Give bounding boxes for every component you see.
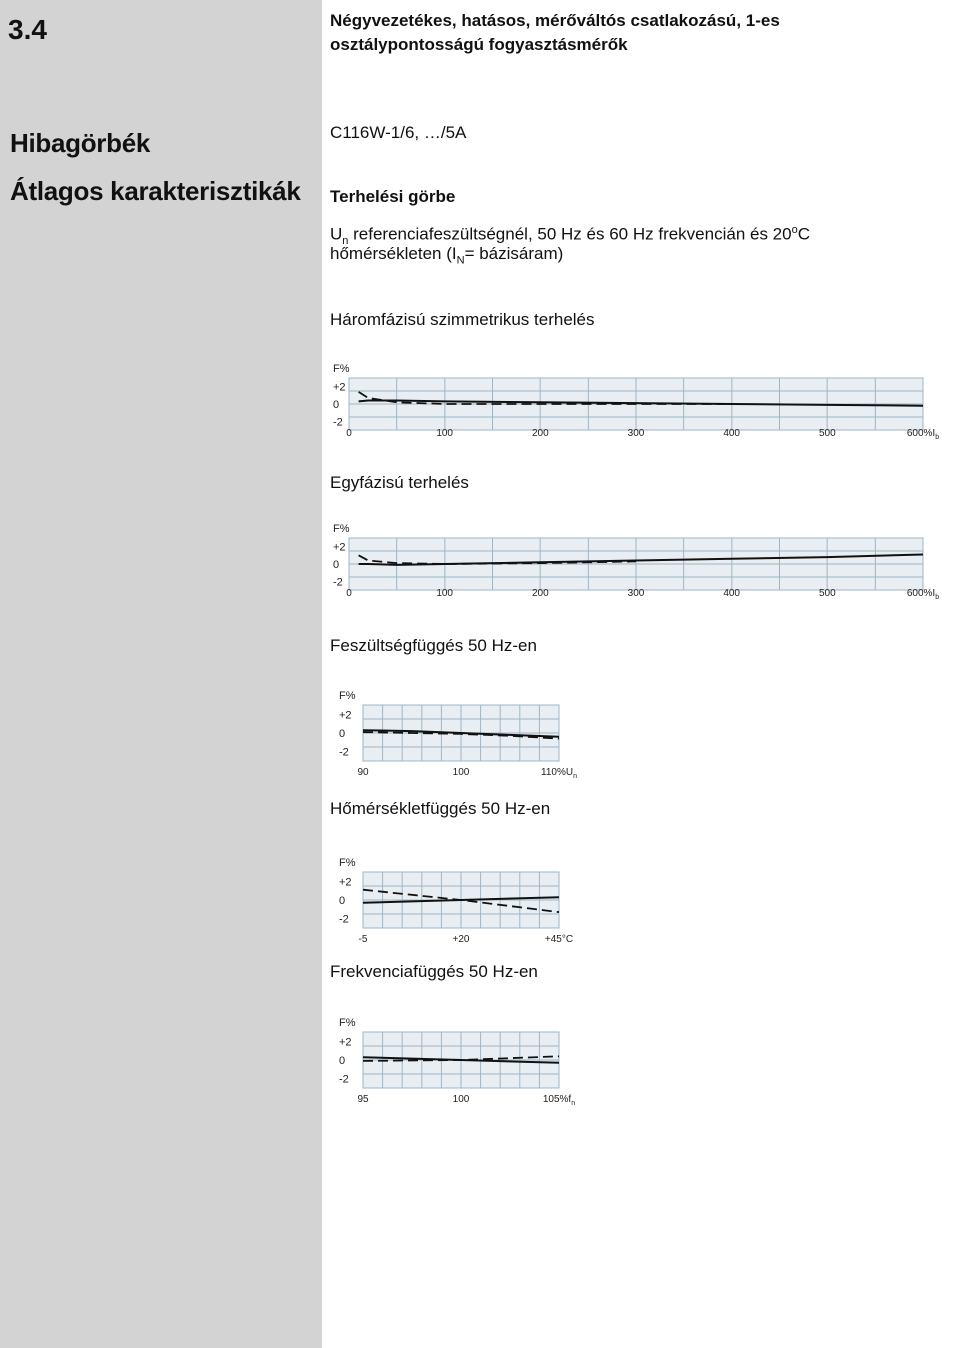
y-axis-label: F% [333, 363, 350, 375]
y-axis-label: F% [339, 690, 356, 702]
y-tick-label: 0 [333, 559, 340, 571]
y-tick-label: +2 [339, 709, 352, 722]
temperature-dependence-chart [333, 852, 598, 949]
x-tick-label: -5 [358, 934, 368, 945]
voltage-dependence-label: Feszültségfüggés 50 Hz-en [330, 636, 537, 655]
y-tick-label: 0 [333, 399, 340, 411]
x-tick-label: 300 [627, 428, 645, 439]
x-tick-label: $105\%f_n$ [542, 1094, 576, 1107]
section-number: 3.4 [8, 14, 47, 45]
x-tick-label: 95 [357, 1094, 369, 1105]
frequency-dependence-chart [333, 1012, 598, 1109]
condition-line-1: $U_n$ referenciafeszültségnél, 50 Hz és 60 Hz frekvencián és 20$^o$C [330, 224, 810, 248]
model-number: C116W-1/6, …/5A [330, 123, 467, 142]
y-axis-label: F% [339, 857, 356, 869]
y-axis-label: F% [333, 523, 350, 535]
x-tick-label: 400 [723, 428, 741, 439]
y-tick-label: -2 [333, 416, 343, 429]
voltage-dependence-chart [333, 685, 598, 782]
y-tick-label: 0 [339, 1055, 346, 1067]
x-tick-label: 300 [627, 588, 645, 599]
x-tick-label: 100 [452, 1094, 470, 1105]
y-tick-label: +2 [339, 876, 352, 889]
document-title: Négyvezetékes, hatásos, mérőváltós csatlakozású, 1-es osztálypontosságú fogyasztásmérők [330, 11, 780, 54]
x-tick-subscript: b [935, 434, 940, 441]
x-tick-label: +20 [452, 934, 470, 945]
x-tick-label: 100 [452, 767, 470, 778]
y-tick-label: +2 [333, 541, 346, 554]
x-tick-label: 500 [818, 588, 836, 599]
x-tick-label: 100 [436, 588, 454, 599]
y-tick-label: -2 [339, 913, 349, 926]
x-tick-label: $600\%I_b$ [906, 588, 940, 601]
single-phase-error-chart [325, 518, 955, 603]
three-phase-error-chart [325, 358, 955, 443]
condition-line-2: hőmérsékleten ($I_N=$ bázisáram) [330, 244, 564, 267]
y-tick-label: 0 [339, 895, 346, 907]
y-tick-label: -2 [333, 576, 343, 589]
x-tick-label: 500 [818, 428, 836, 439]
x-tick-label: 90 [357, 767, 369, 778]
frequency-dependence-label: Frekvenciafüggés 50 Hz-en [330, 962, 538, 981]
x-tick-label: 400 [723, 588, 741, 599]
x-tick-label: 0 [346, 588, 352, 599]
y-tick-label: 0 [339, 728, 346, 740]
x-tick-label: 0 [346, 428, 352, 439]
temperature-dependence-label: Hőmérsékletfüggés 50 Hz-en [330, 799, 551, 818]
x-tick-label: 200 [531, 588, 549, 599]
y-tick-label: -2 [339, 746, 349, 759]
x-tick-label: $600\%I_b$ [906, 428, 940, 441]
x-tick-label: 100 [436, 428, 454, 439]
x-tick-label: 200 [531, 428, 549, 439]
y-axis-label: F% [339, 1017, 356, 1029]
x-tick-label: $110\%U_n$ [541, 767, 577, 780]
load-curve-title: Terhelési görbe [330, 187, 456, 206]
y-tick-label: +2 [333, 381, 346, 394]
single-phase-label: Egyfázisú terhelés [330, 473, 469, 492]
x-tick-label: +45°C [544, 934, 574, 945]
x-tick-subscript: n [573, 773, 577, 780]
y-tick-label: -2 [339, 1073, 349, 1086]
three-phase-label: Háromfázisú szimmetrikus terhelés [330, 310, 595, 329]
y-tick-label: +2 [339, 1036, 352, 1049]
sidebar-heading-error-curves: Hibagörbék [10, 128, 151, 158]
x-tick-subscript: n [571, 1100, 576, 1107]
x-tick-subscript: b [935, 594, 940, 601]
sidebar-heading-characteristics: Átlagos karakterisztikák [10, 176, 301, 206]
